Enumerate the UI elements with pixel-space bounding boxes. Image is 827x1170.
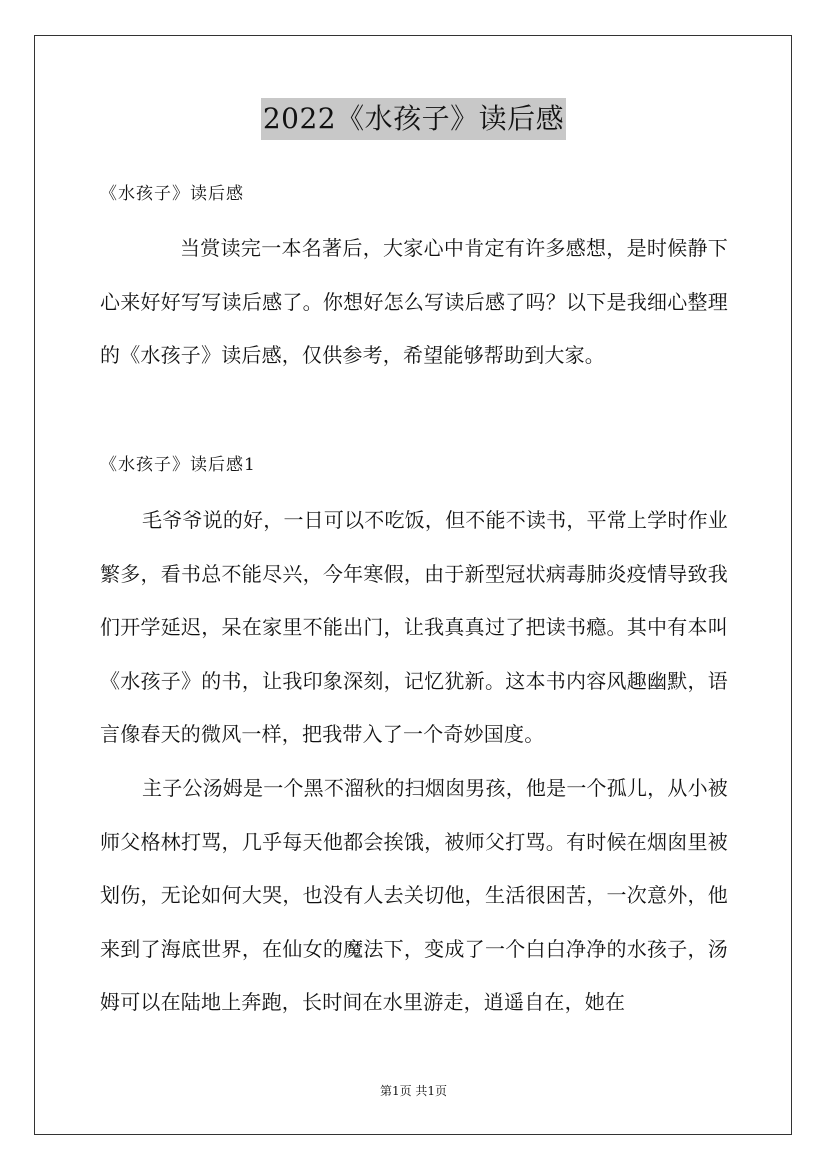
body-paragraph-2: 主子公汤姆是一个黑不溜秋的扫烟囱男孩，他是一个孤儿，从小被师父格林打骂，几乎每天他都会挨饿，被师父打骂。有时候在烟囱里被划伤，无论如何大哭，也没有人去关切他，生活很困苦，一次意外，他来到了海底世界，在仙女的魔法下，变成了一个白白净净的水孩子，汤姆可以在陆地上奔跑，长时间在水里游走，逍遥自在，她在 — [100, 776, 728, 1014]
section-heading: 《水孩子》读后感1 — [100, 455, 256, 475]
body-paragraph-1: 毛爷爷说的好，一日可以不吃饭，但不能不读书，平常上学时作业繁多，看书总不能尽兴，今年寒假，由于新型冠状病毒肺炎疫情导致我们开学延迟，呆在家里不能出门，让我真真过了把读书瘾。其中有本叫《水孩子》的书，让我印象深刻，记忆犹新。这本书内容风趣幽默，语言像春天的微风一样，把我带入了一个奇妙国度。 — [100, 508, 728, 746]
title-container — [0, 98, 827, 140]
document-title: 2022《水孩子》读后感 — [261, 98, 566, 140]
page-footer: 第1页 共1页 — [379, 1084, 448, 1098]
intro-paragraph: 当赏读完一本名著后，大家心中肯定有许多感想，是时候静下心来好好写写读后感了。你想好怎么写读后感了吗？以下是我细心整理的《水孩子》读后感，仅供参考，希望能够帮助到大家。 — [100, 236, 728, 367]
document-subtitle: 《水孩子》读后感 — [100, 184, 244, 204]
